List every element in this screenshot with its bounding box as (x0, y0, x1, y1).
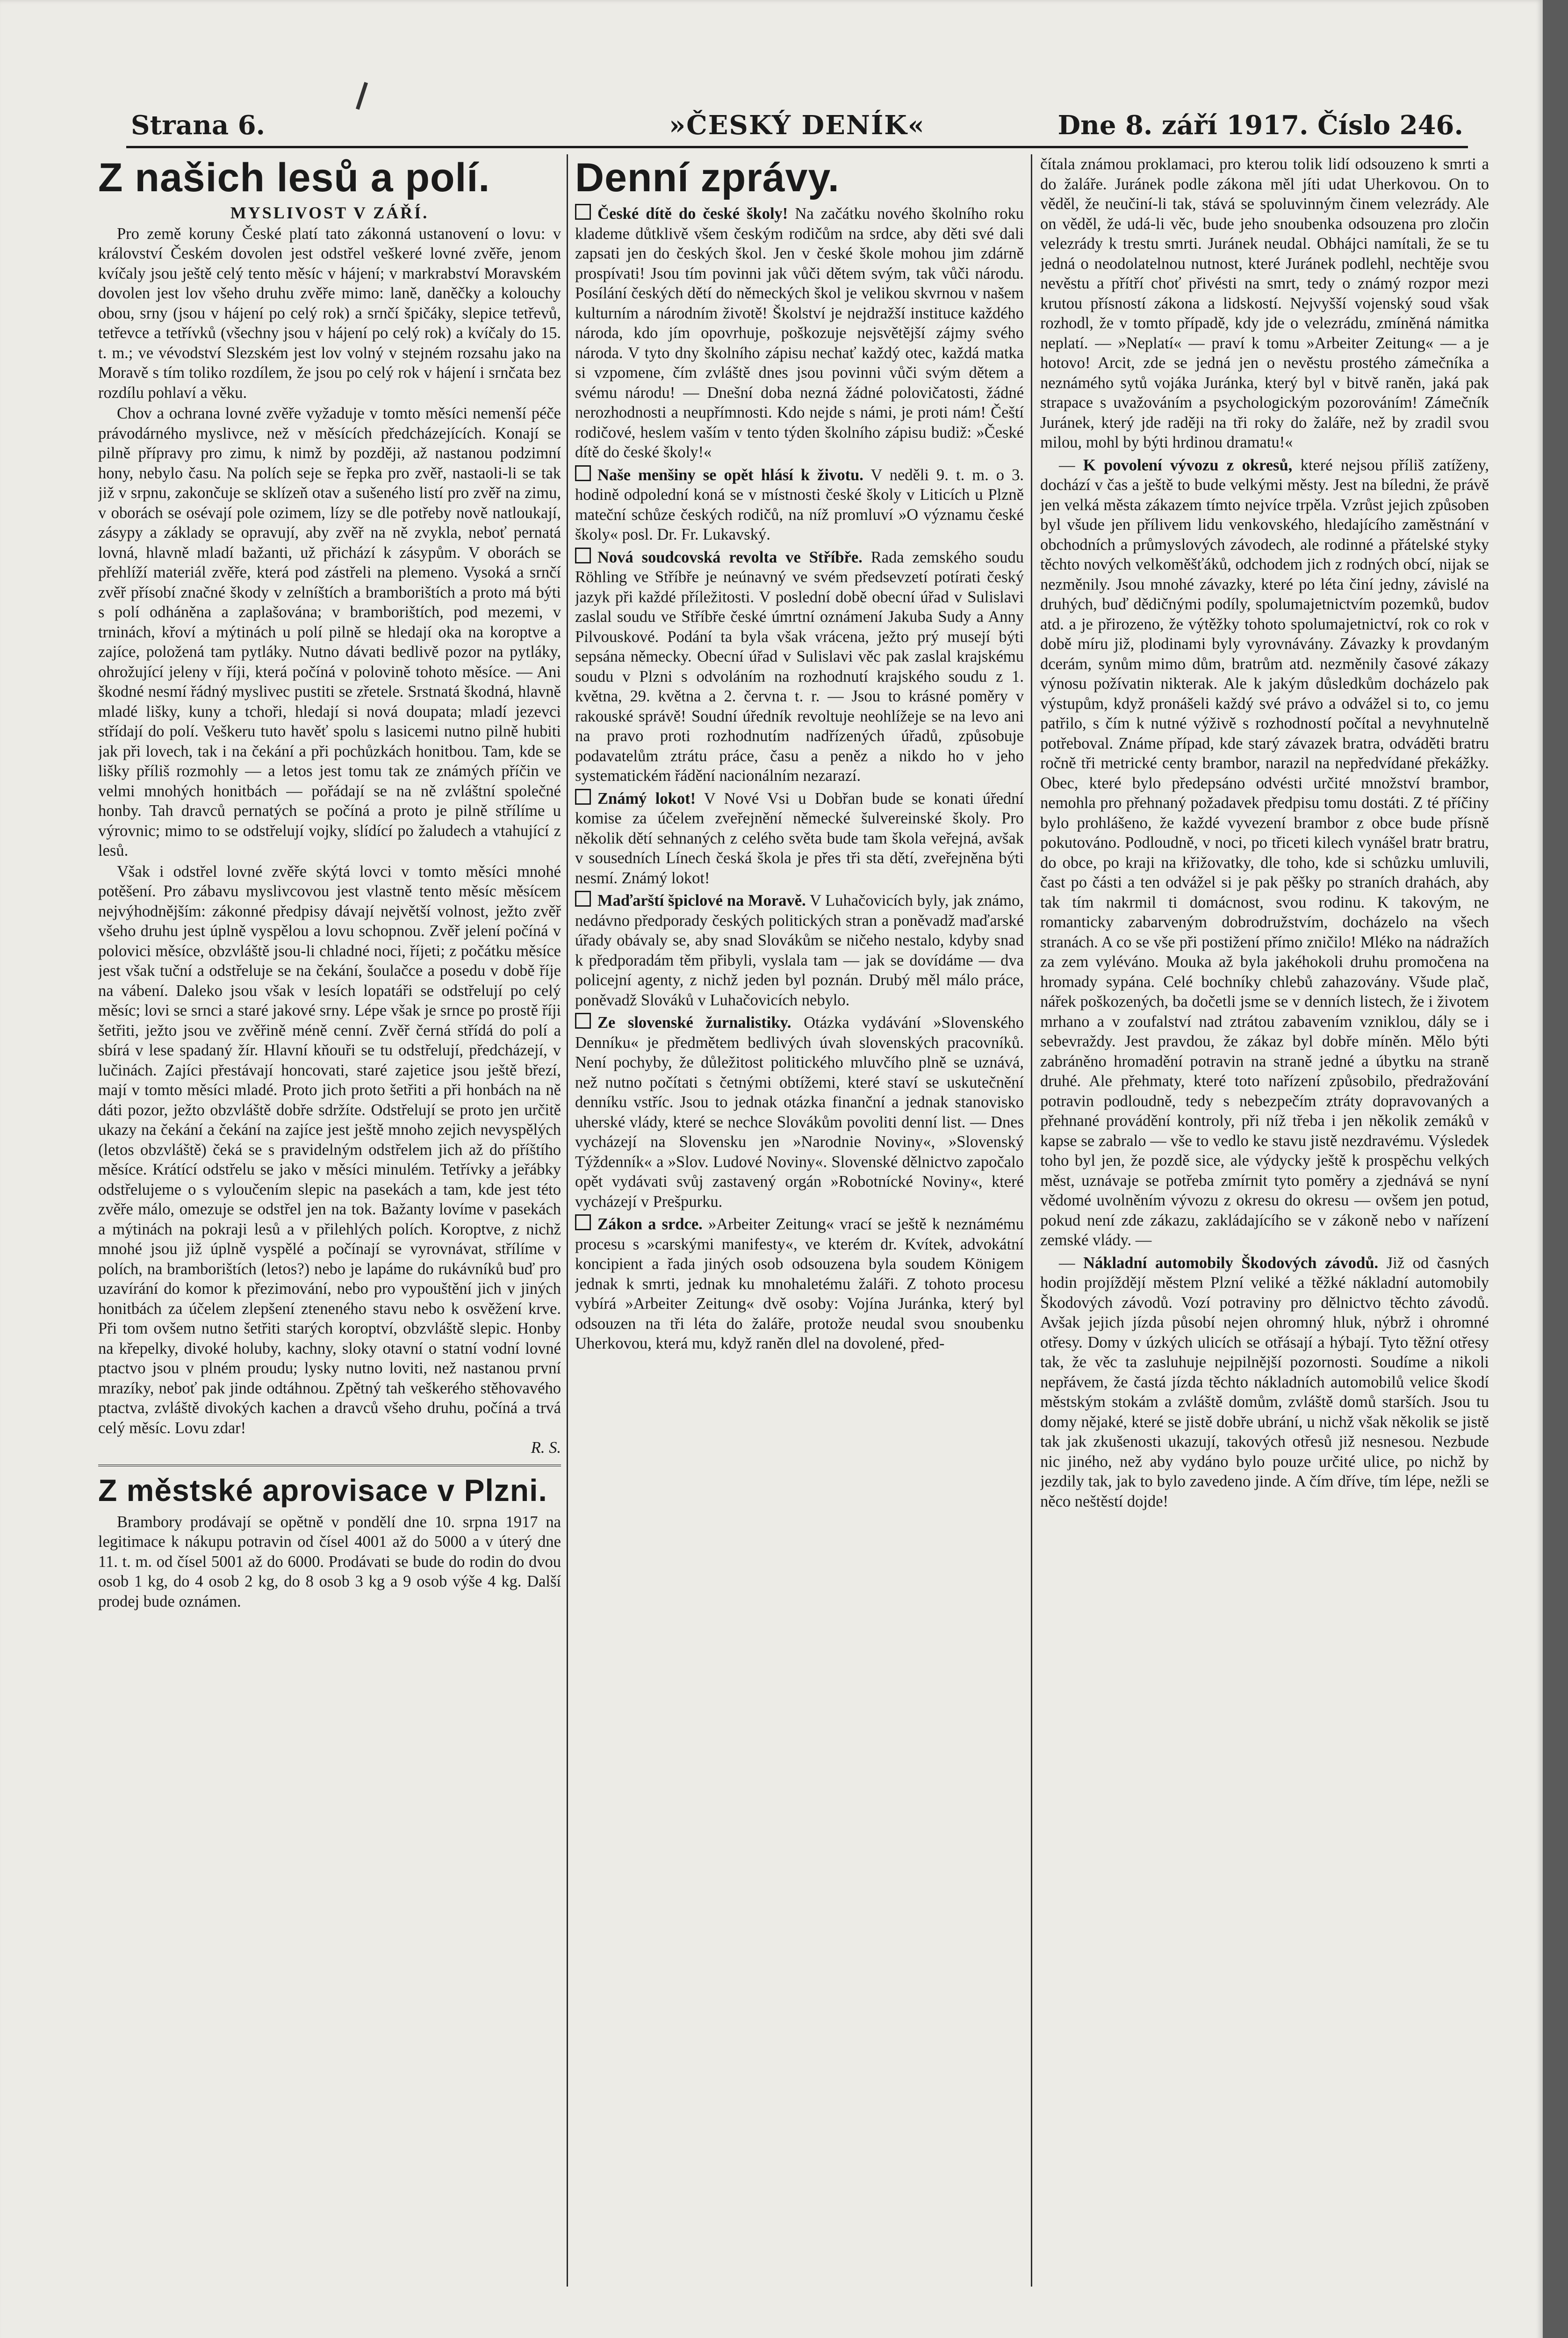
square-bullet-icon (575, 891, 591, 907)
news-item (575, 204, 1024, 462)
page-number: Strana 6. (131, 110, 266, 141)
article-subhead: MYSLIVOST V ZÁŘÍ. (230, 203, 429, 222)
news-item-text: Otázka vydávání »Slovenského Denníku« je předmětem bedlivých úvah slovenských pracovníků. Není pochyby, že důležitost politického mluvčího plně se uznává, než nutno počítati s četnými obtížemi, které staví se uskutečnění denníku vstříc. Jsou to jednak otázka finanční a jednak stanovisko uherské vlády, které se nechce Slovákům povoliti denní list. — Dnes vycházejí na Slovensku jen »Narodnie Noviny«, »Slovenský Týždenník« a »Slov. Ludové Noviny«. Slovenské dělnictvo započalo opět vydávati svůj zastavený orgán »Robotnícké Noviny«, které vycházejí v Prešpurku. (575, 1014, 1024, 1211)
news-item-headline: Zákon a srdce. (597, 1215, 703, 1233)
paragraph: Brambory prodávají se opětně v pondělí dne 10. srpna 1917 na legitimace k nákupu potravin od čísel 4001 až do 5000 a v úterý dne 11. t. m. od čísel 5001 až do 6000. Prodávati se bude do rodin do dvou osob 1 kg, do 4 osob 2 kg, do 8 osob 3 kg a 9 osob výše 4 kg. Další prodej bude oznámen. (98, 1513, 561, 1610)
news-item-headline: Známý lokot! (597, 789, 696, 808)
continued-paragraph: čítala známou proklamaci, pro kterou tolik lidí odsouzeno k smrti a do žaláře. Juránek podle zákona měl jíti udat Uherkovou. On to věděl, že neučiní-li tak, stává se spoluvinným činem velezrády. Ale on věděl, že udá-li věc, bude jeho snoubenka odsouzena pro zločin velezrády k trestu smrti. Juránek neudal. Obhájci namítali, že se tu jedná o neodolatelnou nutnost, které Juránek podlehl, nechtěje svou nevěstu a přítří choť přivésti na smrt, tedy o známý rozpor mezi krutou přísností zákona a lidskostí. Nejvyšší vojenský soud však rozhodl, že v tomto případě, kdy jde o velezrádu, zmíněná námitka neplatí. — »Neplatí« — praví k tomu »Arbeiter Zeitung« — a je hotovo! Arcit, zde se jedná jen o nevěstu prostého zámečníka a neznámého sytů vojáka Juránka, který byl v bitvě raněn, jaká pak strapace s uvažováním a psychologickým pozorováním! Zámečník Juránek, který jde raději na tři roky do žaláře, než by zradil svou milou, mohl by býti hrdinou dramatu!« (1040, 155, 1489, 451)
news-item-text: V neděli 9. t. m. o 3. hodině odpolední koná se v místnosti české školy v Liticích u Plzně mateční schůze českých rodičů, na níž promluví »O významu české školy« posl. Dr. Fr. Lukavský. (575, 466, 1024, 543)
news-item-text: Na začátku nového školního roku klademe důtklivě všem českým rodičům na srdce, aby děti své dali zapsati jen do českých škol. Jen v české škole mohou jim zdárně prospívati! Jsou tím povinni jak vůči dětem svým, tak vůči národu. Posílání českých dětí do německých škol je velikou skvrnou v našem kulturním a národním životě! Školství je nejdražší instituce každého národa, kdo jím opovrhuje, poškozuje nejsvětější zájmy svého národa. V tyto dny školního zápisu nechať každý otec, každá matka si vzpomene, čím zvláště dnes jsou povinni vůči svým dětem a svému národu! — Dnešní doba nezná žádné polovičatosti, žádné nerozhodnosti a neupřímnosti. Kdo nejde s námi, je proti nám! Čeští rodičové, heslem vaším v tento týden školního zápisu budiž: »České dítě do české školy!« (575, 205, 1024, 461)
news-item: — K povolení vývozu z okresů, které nejsou příliš zatíženy, dochází v čas a ještě to bude velkými městy. Jest na bíledni, že právě jen velká města zákazem tímto nejvíce trpěla. Vzrůst jejich způsoben byl všude jen přílivem lidu venkovského, hledajícího zaměstnání v obchodních a průmyslových závodech, ale rodinné a přátelské styky těchto nových velkoměšťáků, odchodem jich z rodných obcí, nijak se nezměnily. Jsou mnohé závazky, které po léta činí jedny, závislé na druhých, buď dědičnými podíly, spolumajetnictvím pozemků, budov atd. a je přirozeno, že výtěžky tohoto spolumajetnictví, rok co rok v době míru již, plodinami byly vyrovnávány. Závazky k provdaným dcerám, synům mimo dům, bratrům atd. nezměnily časové zákazy výnosu požívatin nikterak. Ale k jakým důsledkům docházelo pak výstupům, když pronášeli každý své právo a odvážel si to, co jemu patřilo, s čím k nutné výživě s rozhodností počítal a nevyhnutelně potřeboval. Známe případ, kde starý závazek bratra, odváděti bratru ročně tři metrické centy brambor, narazil na nepředvídané překážky. Obec, které bylo předepsáno odvésti určité množství brambor, nemohla pro přehnaný požadavek předpisu tomu dostáti. Z té příčiny bylo prohlášeno, že každé vyvezení brambor z obce bude přísně pokutováno. Podloudně, v noci, po třiceti kilech vynášel bratr bratru, do obce, po kraji na křižovatky, dle toho, kde si schůzku umluvili, čast po části a ten odvážel si je pak pěšky po straních drahách, aby tak tím nakrmil ti domácnost, svou rodinu. K takovým, ne romanticky zabarveným dobrodružstvím, docházelo na všech stranách. A co se vše při postižení přímo zničilo! Mléko na nádražích za zem vyléváno. Mouka až byla jakéhokoli druhu promočena na hromady sypána. Celé bochníky chlebů zahazovány. Všude plač, nářek poškozených, ba dočetli jsme se v denních listech, že i životem mrhano a v zoufalství nad ztrátou zabavením vzniklou, dály se i sebevraždy. Jest pravdou, že zákaz byl dobře míněn. Mělo býti zabráněno hromadění potravin na straně jedné a úbytku na straně druhé. Ale přehmaty, které toto nařízení způsobilo, předražování potravin podloudně, tedy s nebezpečím ztráty dopravovaných a přehnané provádění kontroly, při níž třeba i jen několik zemáků v kapse se zabralo — vše to vedlo ke stavu jistě nezdravému. Výsledek toho byl jen, že pozdě sice, ale výdycky ještě k prospěchu velkých měst, uznávaje se potřeba zmírnit tyto poměry a zjednává se nyní vědomé uvolněním vývozu z okresu do okresu — ovšem jen potud, pokud není zde zákazu, zakládajícího se v zákoně nebo v nařízení zemské vlády. — (1040, 456, 1489, 1249)
news-item-headline: Naše menšiny se opět hlásí k životu. (597, 466, 863, 484)
news-item-headline: K povolení vývozu z okresů, (1083, 456, 1293, 474)
column-3 (1040, 154, 1489, 2296)
news-item-text: »Arbeiter Zeitung« vrací se ještě k neznámému procesu s »carskými manifesty«, ve kterém dr. Kvítek, advokátní koncipient a řada jiných osob odsouzena byla soudem Königem jednak k smrti, jednak ku mnohaletému žaláři. Z tohoto procesu vybírá »Arbeiter Zeitung« dvě osoby: Vojína Juránka, který byl odsouzen na tři léta do žaláře, protože neudal svou snoubenku Uherkovou, která mu, když raněn dlel na dovolené, před- (575, 1215, 1024, 1352)
column-2 (575, 154, 1024, 2296)
news-item: — Nákladní automobily Škodových závodů. Již od časných hodin projíždějí městem Plzní veliké a těžké nákladní automobily Škodových závodů. Vozí potraviny pro dělnictvo těchto závodů. Avšak jejich jízda působí nejen ohromný hluk, nýbrž i ohromné otřesy. Domy v úzkých ulicích se otřásají a hýbají. Tyto těžní otřesy tak, že věc ta zasluhuje nejpilnější pozornosti. Soudíme a nikoli nepřávem, že častá jízda těchto nákladních automobilů velice škodí městským stokám a zvláště domům, zvláště domů starších. Jsou tu domy nějaké, které se jistě dobře ubrání, u nichž však několik se jistě tak jak zkušenosti ukazují, takových otřesů již nesnesou. Nezbude nic jiného, než aby vydáno bylo pouze určité ulice, po nichž by jezdily tak, jak to bylo zavedeno jinde. A čím dříve, tím lépe, nežli se něco neštěstí dojde! (1040, 1254, 1489, 1510)
news-item-text: V Nové Vsi u Dobřan bude se konati úřední komise za účelem zveřejnění německé šulvereinské školy. Pro několik dětí sehnaných z celého světa bude tam škola veřejná, avšak v sousedních Línech česká škola je přes tři sta dětí, zveřejněna býti nesmí. Známý lokot! (575, 789, 1024, 887)
pen-mark (356, 82, 368, 110)
news-item-headline: Maďarští špiclové na Moravě. (597, 892, 806, 909)
square-bullet-icon (575, 789, 591, 805)
column-divider (567, 154, 568, 2287)
paragraph: Chov a ochrana lovné zvěře vyžaduje v tomto měsíci nemenší péče právodárného myslivce, než v měsících předcházejících. Konají se pilně přípravy pro zimu, k nimž by později, až nastanou podzimní hony, nebylo času. Na polích seje se řepka pro zvěř, nastaoli-li se tak již v srpnu, zakončuje se sklízeň otav a sušeného listí pro zvěř na zimu, v oborách se osévají pole ozimem, lízy se dle potřeby nově natloukají, zásypy a základy se opravují, aby zvěř na ně zvykla, neboť pernatá lovná, hlavně mladí bažanti, už přichází k zásypům. V oborách se přehlíží materiál zvěře, která pod zástřeli na plemeno. Vysoká a srnčí zvěř přísobí značné škody v zelníštích a bramborištích a proto má býti s polí odháněna a zaplašována; v bramborištích, pod mezemi, v trninách, křoví a mýtinách u polí pilně se hledají oka na koroptve a zajíce, položená tam pytláky. Nutno dávati bedlivě pozor na pytláky, ohrožující jeleny v říji, která počíná v polovině tohoto měsíce. — Ani škodné nesmí řádný myslivec pustiti se zřetele. Srstnatá škodná, hlavně mladé lišky, kuny a tchoři, hledají si nová doupata; mladí jezevci střídají do polí. Veškeru tuto havěť spolu s lasicemi nutno pilně hubiti jak při lovech, tak i na čekání a při pochůzkách honitbou. Tam, kde se lišky příliš rozmohly — a letos jest tomu tak ze známých příčin ve velmi mnohých honitbách — pořádají se na ně zvláštní společné honby. Tah dravců pernatých se počíná a proto je pilně střílíme u výrovnic; mimo to se odstřelují vojky, slídící po žaludech a vtahující z lesů. (98, 404, 561, 859)
issue-date: Dne 8. září 1917. Číslo 246. (1057, 110, 1463, 141)
news-item (575, 548, 1024, 786)
news-item-text: V Luhačovicích byly, jak známo, nedávno předporady českých politických stran a poněvadž maďarské úřady obávaly se, aby snad Slovákům se ničeho nestalo, kdyby snad k předporadám těm přibyli, vyslala tam — jak se dovídáme — dva policejní agenty, z nichž jeden byl poznán. Drubý měl málo práce, poněvadž Slováků v Luhačovicích nebylo. (575, 892, 1024, 1009)
column-1 (98, 154, 561, 2296)
author-signature: R. S. (531, 1439, 561, 1457)
page-header (126, 110, 1468, 143)
newspaper-title: »ČESKÝ DENÍK« (669, 110, 925, 141)
paragraph: Však i odstřel lovné zvěře skýtá lovci v tomto měsíci mnohé potěšení. Pro zábavu myslivcovou jest vlastně tento měsíc měsícem nejvýhodnějším: zákonné předpisy dávají největší volnost, ježto zvěř všeho druhu jest úplně vyspělou a lovu schopnou. Zvěř jelení počíná v polovici měsíce, obzvláště jsou-li chladné noci, říjeti; z počátku měsíce jest však tuční a odstřeluje se na čekání, šoulačce a posedu v době říje na vábení. Daleko jsou však v lesích lopatáři se odstřelují po celý měsíc; lovi se srnci a staré jakové srny. Lépe však je srnce po prostě říji šetřiti, ježto jsou ve zvěřině méně cenní. Zvěř černá střídá do polí a sbírá v lese spadaný žír. Hlavní kňouři se tu odstřelují, předcházejí, v lučinách. Zajíci přestávají honcovati, staré zajetice jsou ještě březí, mají v tomto měsíci mladé. Proto jich proto šetřiti a při honbách na ně dáti pozor, ježto obzvláště dobře sdržíte. Odstřelují se proto jen určitě ukazy na čekání a čekání na zajíce jest ještě mnoho zejich nevyspělých (letos obzvláště) čeká se s pravidelným odstřelem jich až do příštího měsíce. Krátící odstřelu se jako v měsíci minulém. Tetřívky a jeřábky odstřelujeme o s vyloučením slepic na pasekách a tam, kde jest této zvěře málo, omezuje se odstřel jen na tok. Bažanty lovíme v pasekách a mýtinách na pokraji lesů a v přilehlých polích. Koroptve, z nichž mnohé jsou již úplně vyspělé a počínají se vyrovnávat, střílíme v polích, na bramborištích (letos?) nebo je lapáme do rukávníků buď pro uzavírání do komor k přezimování, nebo pro vypouštění jich v jiných honitbách za účelem zlepšení zteneného stavu nebo k osvěžení krve. Při tom ovšem nutno šetřiti starých koroptví, obzvláště slepic. Honby na křepelky, divoké holuby, kachny, sloky otavní o statní vodní lovné ptactvo jsou v plném proudu; lysky nutno loviti, než nastanou první mrazíky, neboť pak jinde odtáhnou. Zpětný tah veškerého stěhovavého ptactva, zvláště divokých kachen a dravců všeho druhu, počíná a trvá celý měsíc. Lovu zdar! (98, 862, 561, 1437)
news-item-headline: Nová soudcovská revolta ve Stříbře. (597, 548, 863, 566)
news-item-text: Rada zemského soudu Röhling ve Stříbře je neúnavný ve svém předsevzetí potírati český jazyk při každé příležitosti. V poslední době obecní úřad v Sulislavi zaslal soudu ve Stříbře české úmrtní oznámení Jakuba Sudy a Anny Pilvouskové. Podání ta byla však vrácena, ježto prý musejí býti sepsána německy. Obecní úřad v Sulislavi věc pak zaslal krajskému soudu v Plzni s odvoláním na rozhodnutí krajského soudu z 1. května, 29. května a 2. června t. r. — Jsou to krásné poměry v rakouské správě! Soudní úředník revoltuje neohlížeje se na levo ani na pravo proti rozhodnutím nadřízených úřadů, způsobuje podavatelům ztrátu práce, času a peněz a nikdo ho v jeho systematickém řádění nacionálním nezarazí. (575, 548, 1024, 785)
news-item (575, 465, 1024, 545)
square-bullet-icon (575, 548, 591, 563)
news-item-text: které nejsou příliš zatíženy, dochází v čas a ještě to bude velkými městy. Jest na bíledni, že právě jen velká města zákazem tímto nejvíce trpěla. Vzrůst jejich způsoben byl všude jen přílivem lidu venkovského, hledajícího zaměstnání v obchodních a průmyslových závodech, ale rodinné a přátelské styky těchto nových velkoměšťáků, odchodem jich z rodných obcí, nijak se nezměnily. Jsou mnohé závazky, které po léta činí jedny, závislé na druhých, buď dědičnými podíly, spolumajetnictvím pozemků, budov atd. a je přirozeno, že výtěžky tohoto spolumajetnictví, rok co rok v době míru již, plodinami byly vyrovnávány. Závazky k provdaným dcerám, synům mimo dům, bratrům atd. nezměnily časové zákazy výnosu požívatin nikterak. Ale k jakým důsledkům docházelo pak výstupům, když pronášeli každý své právo a odvážel si to, co jemu patřilo, s čím k nutné výživě s rozhodností počítal a nevyhnutelně potřeboval. Známe případ, kde starý závazek bratra, odváděti bratru ročně tři metrické centy brambor, narazil na nepředvídané překážky. Obec, které bylo předepsáno odvésti určité množství brambor, nemohla pro přehnaný požadavek předpisu tomu dostáti. Z té příčiny bylo prohlášeno, že každé vyvezení brambor z obce bude přísně pokutováno. Podloudně, v noci, po třiceti kilech vynášel bratr bratru, do obce, po kraji na křižovatky, dle toho, kde si schůzku umluvili, čast po části a ten odvážel si je pak pěšky po straních drahách, aby tak tím nakrmil ti domácnost, svou rodinu. K takovým, ne romanticky zabarveným dobrodružstvím, docházelo na všech stranách. A co se vše při postižení přímo zničilo! Mléko na nádražích za zem vyléváno. Mouka až byla jakéhokoli druhu promočena na hromady sypána. Celé bochníky chlebů zahazovány. Všude plač, nářek poškozených, ba dočetli jsme se v denních listech, že i životem mrhano a v zoufalství nad ztrátou zabavením vzniklou, dály se i sebevraždy. Jest pravdou, že zákaz byl dobře míněn. Mělo býti zabráněno hromadění potravin na straně jedné a úbytku na straně druhé. Ale přehmaty, které toto nařízení způsobilo, předražování potravin podloudně, tedy s nebezpečím ztráty dopravovaných a přehnané provádění kontroly, při níž třeba i jen několik zemáků v kapse se zabralo — vše to vedlo ke stavu jistě nezdravému. Výsledek toho byl jen, že pozdě sice, ale výdycky ještě k prospěchu velkých měst, uznávaje se potřeba zmírnit tyto poměry a zjednává se nyní vědomé uvolněním vývozu z okresu do okresu — ovšem jen potud, pokud není zde zákazu, zakládajícího se v zákoně nebo v nařízení zemské vlády. — (1040, 456, 1489, 1249)
section-divider (98, 1465, 561, 1466)
news-item-headline: Nákladní automobily Škodových závodů. (1083, 1254, 1379, 1272)
news-item (575, 1214, 1024, 1354)
section-title-forests: Z našich lesů a polí. (98, 155, 490, 200)
section-title-aprovisace: Z městské aprovisace v Plzni. (98, 1472, 547, 1508)
news-item (575, 1013, 1024, 1212)
square-bullet-icon (575, 204, 591, 220)
paragraph: Pro země koruny České platí tato zákonná ustanovení o lovu: v království Českém dovolen jest odstřel veškeré lovné zvěře, jenom kvíčaly jsou ještě celý tento měsíc v hájení; v markrabství Moravském dovolen jest lov všeho druhu zvěře mimo: laně, daněčky a kolouchy obou, srny (jsou v hájení po celý rok) a srnčí špičáky, slepice tetřevů, tetřevce a tetřívků (všechny jsou v hájení po celý rok) a kvíčaly do 15. t. m.; ve vévodství Slezském jest lov volný v stejném rozsahu jako na Moravě s tím toliko rozdílem, že jsou po celý rok v hájení i srnčata bez rozdílu pohlaví a věku. (98, 224, 561, 402)
news-item-text: Již od časných hodin projíždějí městem Plzní veliké a těžké nákladní automobily Škodových závodů. Vozí potraviny pro dělnictvo těchto závodů. Avšak jejich jízda působí nejen ohromný hluk, nýbrž i ohromné otřesy. Domy v úzkých ulicích se otřásají a hýbají. Tyto těžní otřesy tak, že věc ta zasluhuje nejpilnější pozornosti. Soudíme a nikoli nepřávem, že častá jízda těchto nákladních automobilů velice škodí městským stokám a zvláště domům, zvláště domů starších. Jsou tu domy nějaké, které se jistě dobře ubrání, u nichž však několik se jistě tak jak zkušenosti ukazují, takových otřesů již nesnesou. Nezbude nic jiného, než aby vydáno bylo pouze určité ulice, po nichž by jezdily tak, jak to bylo zavedeno jinde. A čím dříve, tím lépe, nežli se něco neštěstí dojde! (1040, 1254, 1489, 1510)
header-rule (126, 146, 1468, 148)
news-item-headline: České dítě do české školy! (597, 205, 788, 223)
column-divider (1031, 154, 1032, 2287)
square-bullet-icon (575, 1013, 591, 1029)
news-item-headline: Ze slovenské žurnalistiky. (597, 1014, 791, 1032)
square-bullet-icon (575, 465, 591, 481)
section-title-daily-news: Denní zprávy. (575, 155, 840, 200)
square-bullet-icon (575, 1214, 591, 1230)
news-item (575, 891, 1024, 1010)
news-item (575, 789, 1024, 888)
